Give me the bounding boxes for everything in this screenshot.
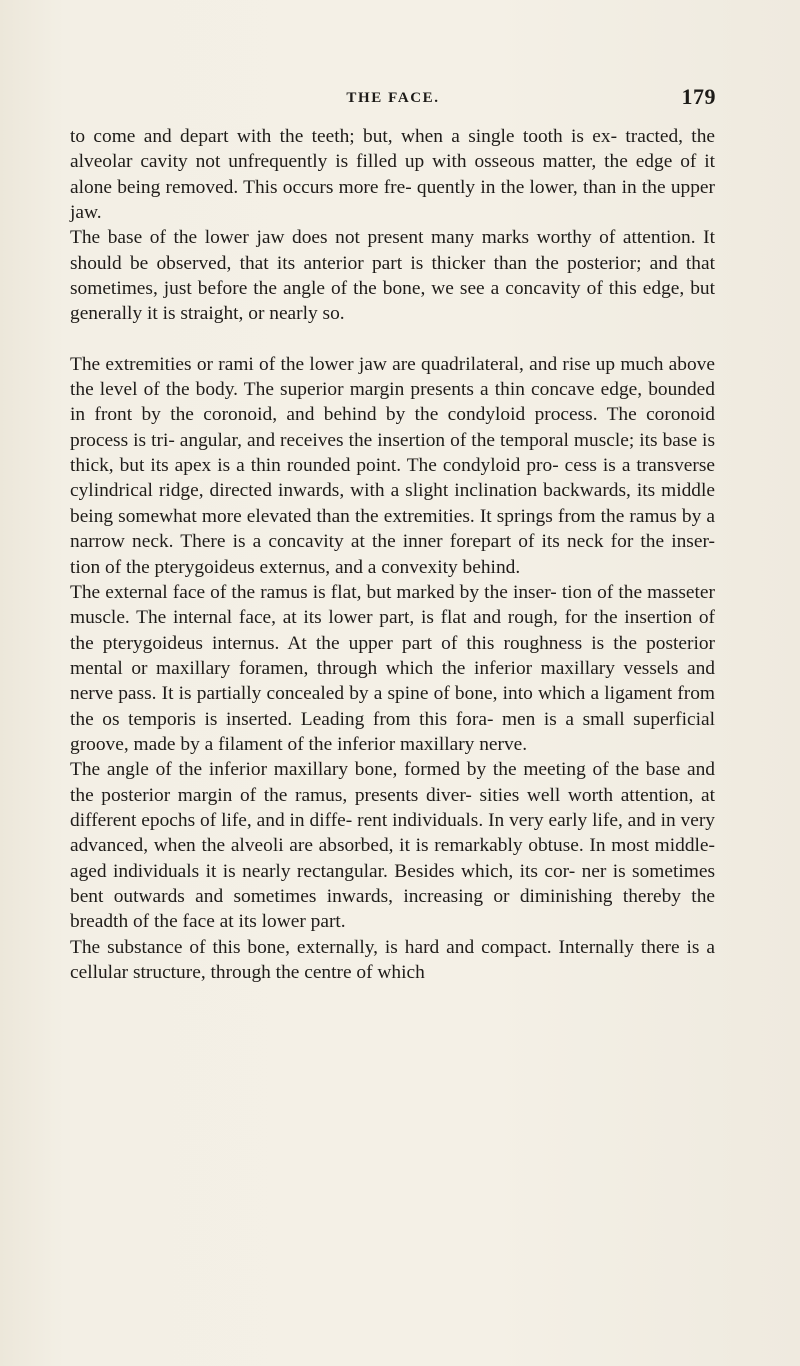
- paragraph-external-face-ramus: The external face of the ramus is flat, but marked by the inser- tion of the masseter muscle. The internal face, at its lower part, is flat and rough, for the insertion of the pterygoideus internus. At the upper part of this roughness is the posterior mental or maxillary foramen, through which the inferior maxillary vessels and nerve pass. It is partially concealed by a spine of bone, into which a ligament from the os temporis is inserted. Leading from this fora- men is a small superficial groove, made by a filament of the inferior maxillary nerve.: [70, 581, 715, 755]
- running-title: THE FACE.: [346, 90, 440, 106]
- page-number: 179: [681, 84, 716, 109]
- paragraph-extremities-rami: The extremities or rami of the lower jaw are quadrilateral, and rise up much above the level of the body. The superior margin presents a thin concave edge, bounded in front by the coronoid, and behind by the condyloid process. The coronoid process is tri- angular, and receives the insertion of the temporal muscle; its base is thick, but its apex is a thin rounded point. The condyloid pro- cess is a transverse cylindrical ridge, directed inwards, with a slight inclination backwards, its middle being somewhat more elevated than the extremities. It springs from the ramus by a narrow neck. There is a concavity at the inner forepart of its neck for the inser- tion of the pterygoideus externus, and a convexity behind.: [70, 353, 715, 578]
- paragraph-substance-of-bone: The substance of this bone, externally, is hard and compact. Internally there is a cellular structure, through the centre of which: [70, 936, 715, 983]
- paragraph-angle-of-bone: The angle of the inferior maxillary bone, formed by the meeting of the base and the posterior margin of the ramus, presents diver- sities well worth attention, at different epochs of life, and in diffe- rent individuals. In very early life, and in very advanced, when the alveoli are absorbed, it is remarkably obtuse. In most middle- aged individuals it is nearly rectangular. Besides which, its cor- ner is sometimes bent outwards and sometimes inwards, increasing or diminishing thereby the breadth of the face at its lower part.: [70, 759, 715, 933]
- paragraph-alveolar-cavity: to come and depart with the teeth; but, when a single tooth is ex- tracted, the alveolar cavity not unfrequently is filled up with osseous matter, the edge of it alone being removed. This occurs more fre- quently in the lower, than in the upper jaw.: [70, 126, 715, 224]
- paragraph-base-of-lower-jaw: The base of the lower jaw does not present many marks worthy of attention. It should be observed, that its anterior part is thicker than the posterior; and that sometimes, just before the angle of the bone, we see a concavity of this edge, but generally it is straight, or nearly so.: [70, 227, 715, 325]
- running-head: [70, 84, 716, 112]
- body-text: [70, 124, 715, 985]
